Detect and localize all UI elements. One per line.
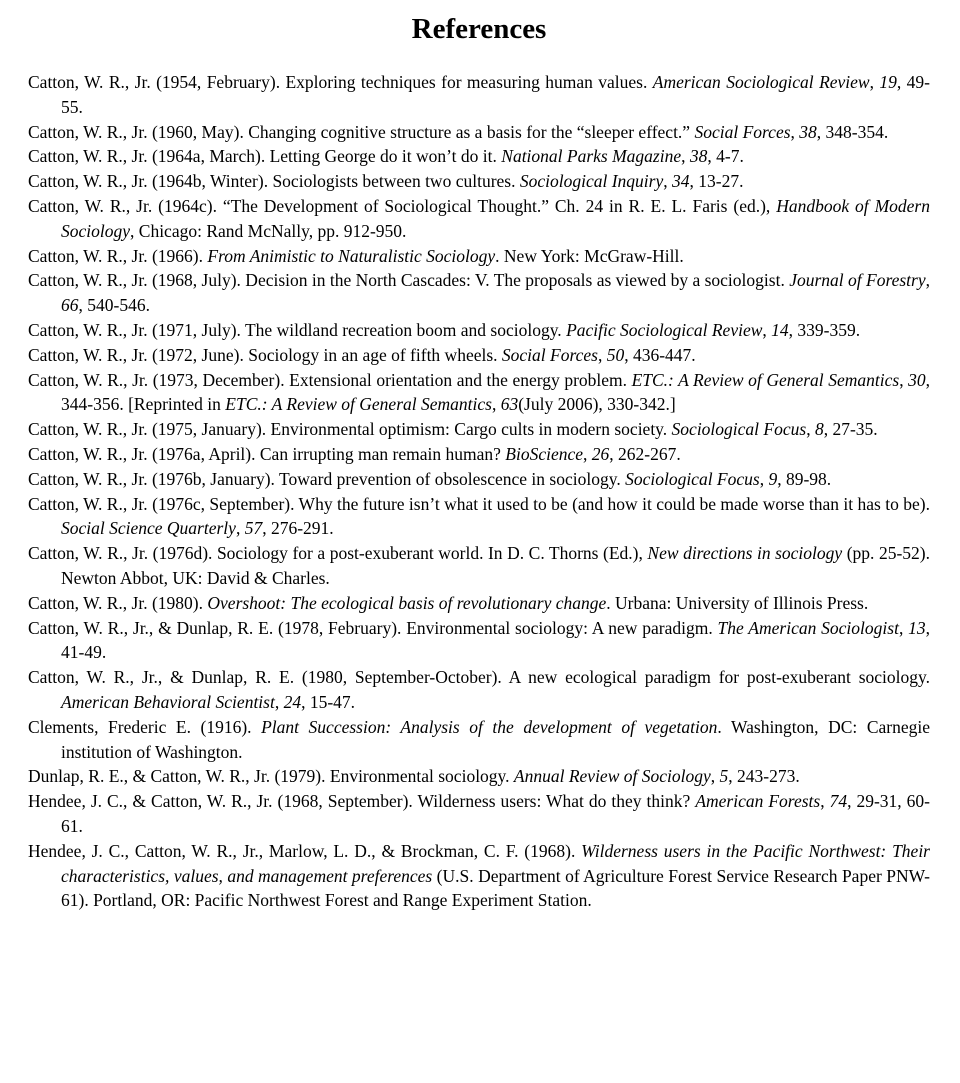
ref-segment: Catton, W. R., Jr. (1968, July). Decision in the North Cascades: V. The proposals as viewed by a sociologist. <box>28 270 790 291</box>
page-title: References <box>411 13 547 45</box>
reference-list <box>28 70 930 913</box>
reference-entry <box>28 244 930 269</box>
ref-segment-italic: Sociological Focus <box>625 468 760 489</box>
ref-segment-italic: 50 <box>606 344 625 365</box>
ref-segment-italic: 38 <box>689 146 708 167</box>
ref-segment: Clements, Frederic E. (1916). <box>28 716 262 737</box>
ref-segment-italic: 5 <box>719 766 729 787</box>
ref-segment-italic: Journal of Forestry <box>789 270 926 291</box>
ref-segment: , 344-356. [Reprinted in <box>61 369 930 415</box>
ref-segment: Catton, W. R., Jr. (1972, June). Sociology in an age of fifth wheels. <box>28 344 502 365</box>
ref-segment-italic: 24 <box>283 691 302 712</box>
ref-segment: , 41-49. <box>61 617 931 663</box>
ref-segment-italic: Pacific Sociological Review <box>566 319 763 340</box>
ref-segment: , <box>925 270 930 291</box>
reference-entry <box>28 789 930 839</box>
ref-segment-italic: From Animistic to Naturalistic Sociology <box>207 245 496 266</box>
ref-segment: Catton, W. R., Jr. (1973, December). Extensional orientation and the energy problem. <box>28 369 632 390</box>
ref-segment-italic: 14 <box>771 319 789 340</box>
ref-segment: , 540-546. <box>78 295 150 316</box>
ref-segment: , <box>869 72 880 92</box>
ref-segment: Catton, W. R., Jr. (1954, February). Exploring techniques for measuring human values. <box>28 72 653 92</box>
ref-segment: Catton, W. R., Jr., & Dunlap, R. E. (1978, February). Environmental sociology: A new paradigm. <box>28 617 718 638</box>
ref-segment-italic: 57 <box>244 518 263 539</box>
reference-entry <box>28 616 930 666</box>
ref-segment: Catton, W. R., Jr. (1976c, September). Why the future isn’t what it used to be (and how it could be made worse than it has to be). <box>28 493 930 514</box>
reference-entry <box>28 442 930 467</box>
ref-segment: Hendee, J. C., Catton, W. R., Jr., Marlow, L. D., & Brockman, C. F. (1968). <box>28 840 582 861</box>
reference-entry <box>28 70 930 120</box>
ref-segment: , 29-31, 60-61. <box>61 791 931 836</box>
reference-entry <box>28 467 930 492</box>
ref-segment: , <box>681 146 690 167</box>
ref-segment-italic: National Parks Magazine <box>501 146 682 167</box>
reference-entry <box>28 144 930 169</box>
reference-entry <box>28 492 930 542</box>
ref-segment-italic: Sociological Focus <box>671 419 807 440</box>
ref-segment: , <box>806 419 815 440</box>
ref-segment-italic: ETC.: A Review of General Semantics <box>225 394 492 415</box>
reference-entry <box>28 665 930 715</box>
ref-segment-italic: 9 <box>768 468 778 489</box>
ref-segment-italic: 13 <box>908 617 926 638</box>
ref-segment: , <box>762 319 772 340</box>
reference-entry <box>28 368 930 418</box>
reference-entry <box>28 591 930 616</box>
ref-segment-italic: 34 <box>672 171 690 192</box>
ref-segment: , 339-359. <box>788 319 861 340</box>
ref-segment: , Chicago: Rand McNally, pp. 912-950. <box>130 220 407 241</box>
ref-segment: , 89-98. <box>777 468 832 489</box>
ref-segment-italic: The American Sociologist <box>717 617 899 638</box>
ref-segment: , 436-447. <box>624 344 696 365</box>
ref-segment-italic: Handbook of Modern Sociology <box>61 195 930 241</box>
ref-segment: , 27-35. <box>823 419 878 440</box>
ref-segment-italic: Overshoot: The ecological basis of revolutionary change <box>207 592 607 613</box>
ref-segment: , 4-7. <box>707 146 744 167</box>
ref-segment-italic: Plant Succession: Analysis of the development of vegetation <box>261 716 718 737</box>
reference-entry <box>28 194 930 244</box>
ref-segment-italic: 38 <box>799 121 817 142</box>
ref-segment: , 276-291. <box>262 518 334 539</box>
ref-segment: , 49-55. <box>61 72 930 117</box>
ref-segment: . Urbana: University of Illinois Press. <box>606 592 869 613</box>
ref-segment: , 243-273. <box>728 766 800 787</box>
ref-segment: , <box>759 468 769 489</box>
reference-entry <box>28 120 930 145</box>
ref-segment: (pp. 25-52). Newton Abbot, UK: David & Charles. <box>61 543 930 588</box>
ref-segment: , 15-47. <box>301 691 356 712</box>
ref-segment: Catton, W. R., Jr. (1966). <box>28 245 208 266</box>
ref-segment: , <box>597 344 607 365</box>
ref-segment-italic: Social Forces <box>694 121 791 142</box>
reference-entry <box>28 715 930 765</box>
reference-entry <box>28 541 930 591</box>
reference-entry <box>28 318 930 343</box>
ref-segment: Catton, W. R., Jr. (1964b, Winter). Sociologists between two cultures. <box>28 171 520 192</box>
reference-entry <box>28 343 930 368</box>
ref-segment: , <box>235 518 245 539</box>
ref-segment-italic: 26 <box>591 443 610 464</box>
ref-segment: Catton, W. R., Jr. (1976a, April). Can irrupting man remain human? <box>28 443 506 464</box>
ref-segment: . New York: McGraw-Hill. <box>495 245 684 266</box>
reference-entry <box>28 268 930 318</box>
ref-segment: Catton, W. R., Jr. (1976d). Sociology for a post-exuberant world. In D. C. Thorns (Ed.), <box>28 543 648 564</box>
reference-entry <box>28 839 930 913</box>
ref-segment-italic: Social Forces <box>501 344 598 365</box>
ref-segment: Catton, W. R., Jr. (1964a, March). Letting George do it won’t do it. <box>28 146 502 167</box>
ref-segment-italic: ETC.: A Review of General Semantics <box>631 369 900 390</box>
ref-segment: , <box>491 394 501 415</box>
ref-segment-italic: New directions in sociology <box>647 543 843 564</box>
ref-segment: (U.S. Department of Agriculture Forest Service Research Paper PNW-61). Portland, OR: Pacific Northwest Forest and Range Experiment Station. <box>61 865 930 911</box>
ref-segment-italic: 63 <box>500 394 519 415</box>
ref-segment-italic: 66 <box>61 295 79 316</box>
ref-segment: , <box>899 369 909 390</box>
ref-segment: Catton, W. R., Jr. (1976b, January). Toward prevention of obsolescence in sociology. <box>28 468 626 489</box>
ref-segment-italic: Social Science Quarterly <box>61 518 236 539</box>
ref-segment: Catton, W. R., Jr. (1960, May). Changing cognitive structure as a basis for the “sleeper effect.” <box>28 121 695 142</box>
ref-segment-italic: 19 <box>879 72 897 92</box>
ref-segment: Catton, W. R., Jr., & Dunlap, R. E. (1980, September-October). A new ecological paradigm for post-exuberant sociology. <box>28 667 930 688</box>
reference-entry <box>28 169 930 194</box>
ref-segment: , 262-267. <box>609 443 681 464</box>
ref-segment: , 13-27. <box>689 171 744 192</box>
ref-segment-italic: Annual Review of Sociology <box>513 766 711 787</box>
ref-segment-italic: 8 <box>814 419 824 440</box>
ref-segment: , <box>820 791 830 812</box>
ref-segment: , 348-354. <box>816 121 889 142</box>
ref-segment: , <box>898 617 909 638</box>
ref-segment: Dunlap, R. E., & Catton, W. R., Jr. (1979). Environmental sociology. <box>28 766 514 787</box>
ref-segment: Catton, W. R., Jr. (1975, January). Environmental optimism: Cargo cults in modern society. <box>28 419 672 440</box>
ref-segment-italic: American Behavioral Scientist <box>61 691 275 712</box>
ref-segment: Catton, W. R., Jr. (1964c). “The Development of Sociological Thought.” Ch. 24 in R. E. L. Faris (ed.), <box>28 195 777 216</box>
reference-entry <box>28 417 930 442</box>
ref-segment-italic: Sociological Inquiry <box>519 171 664 192</box>
ref-segment-italic: 30 <box>908 369 926 390</box>
ref-segment-italic: American Forests <box>695 791 821 812</box>
ref-segment: Hendee, J. C., & Catton, W. R., Jr. (1968, September). Wilderness users: What do they think? <box>28 791 696 812</box>
ref-segment-italic: BioScience <box>505 443 584 464</box>
ref-segment: . Washington, DC: Carnegie institution of Washington. <box>61 716 930 762</box>
ref-segment: , <box>583 443 592 464</box>
ref-segment: , <box>274 691 284 712</box>
ref-segment: (July 2006), 330-342.] <box>518 394 676 415</box>
ref-segment-italic: 74 <box>829 791 848 812</box>
reference-entry <box>28 764 930 789</box>
ref-segment: , <box>710 766 720 787</box>
ref-segment: Catton, W. R., Jr. (1971, July). The wildland recreation boom and sociology. <box>28 319 567 340</box>
ref-segment-italic: American Sociological Review <box>652 72 870 92</box>
ref-segment-italic: Wilderness users in the Pacific Northwest: Their characteristics, values, and management preferences <box>61 840 930 886</box>
ref-segment: , <box>790 121 800 142</box>
ref-segment: , <box>663 171 672 192</box>
ref-segment: Catton, W. R., Jr. (1980). <box>28 592 208 613</box>
